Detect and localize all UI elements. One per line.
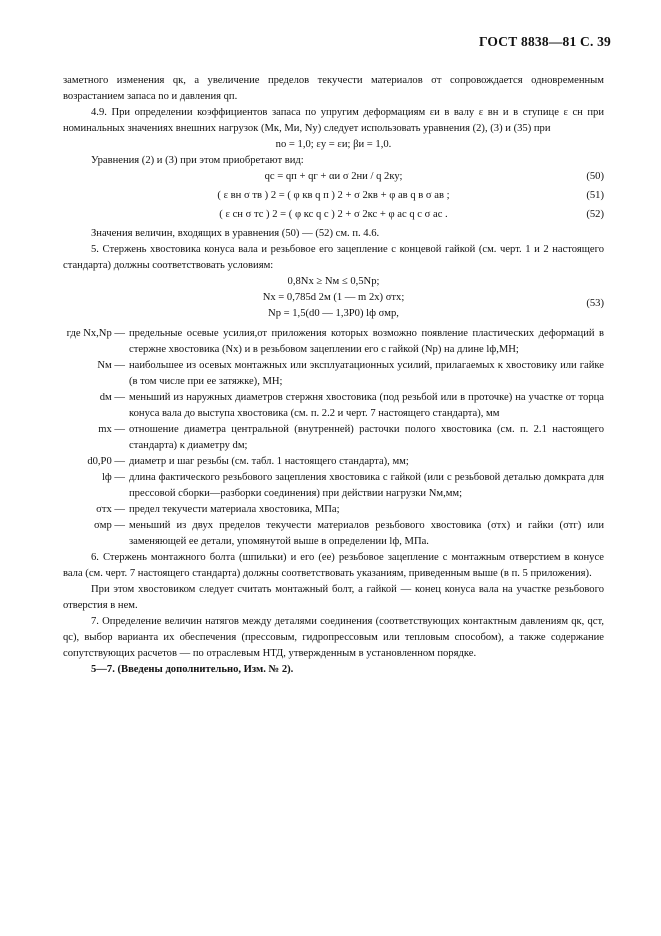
equation-53-block (63, 274, 604, 322)
paragraph-5: 5. Стержень хвостовика конуса вала и резьбовое его зацепление с концевой гайкой (см. черт. 1 и 2 настоящего стандарта) должны соответствовать условиям: (63, 244, 604, 271)
definition-text: меньший из наружных диаметров стержня хвостовика (под резьбой или в проточке) на участке от торца конуса вала до выступа хвостовика (см. п. 2.2 и черт. 7 настоящего стандарта), мм (129, 392, 604, 419)
definition-symbol: σтх — (96, 504, 125, 515)
page-header: ГОСТ 8838—81 С. 39 (478, 34, 611, 49)
equation-53-line-3: Nр = 1,5(d0 — 1,3P0) lф σмр, (268, 308, 399, 319)
equation-53-line-2: Nх = 0,785d 2м (1 — m 2х) σтх; (262, 292, 405, 303)
definition-item (63, 422, 604, 454)
paragraph-equations-intro: Уравнения (2) и (3) при этом приобретают вид: (91, 155, 304, 166)
equation-50-formula: qс = qп + qг + αи σ 2ни / q 2ку; (264, 171, 403, 182)
paragraph-values-reference: Значения величин, входящих в уравнения (50) — (52) см. п. 4.6. (91, 228, 380, 239)
paragraph-6: 6. Стержень монтажного болта (шпильки) и его (ее) резьбовое зацепление с монтажным отверстием в конусе вала (см. черт. 7 настоящего стандарта) должны соответствовать указаниям, приведенным выше (в п. 5 приложения). (63, 552, 604, 579)
definition-item (63, 470, 604, 502)
definition-symbol: dм — (99, 392, 125, 403)
definition-text: меньший из двух пределов текучести материалов резьбового хвостовика (σтх) и гайки (σтг) или заменяющей ее детали, упомянутой выше в определении lф, МПа. (129, 520, 604, 547)
definition-text: наибольшее из осевых монтажных или эксплуатационных усилий, прилагаемых к хвостовику или гайке (в том числе при ее затяжке), МН; (129, 360, 604, 387)
definition-item (63, 518, 604, 550)
paragraph-continuation: заметного изменения qк, а увеличение пределов текучести материалов σт сопровождается одновременным возрастанием запаса nо и давления qп. (63, 75, 604, 102)
definition-symbol: lф — (101, 472, 125, 483)
equation-50 (63, 169, 604, 188)
definition-text: диаметр и шаг резьбы (см. табл. 1 настоящего стандарта), мм; (129, 456, 409, 467)
definition-item (63, 454, 604, 470)
paragraph-4-9: 4.9. При определении коэффициентов запаса по упругим деформациям εи в валу ε вн и в ступице ε сн при номинальных значениях внешних нагрузок (Mк, Mи, Nу) следует использовать уравнения (2), (3) и (35) при (63, 107, 604, 134)
definition-symbol: где Nх,Nр — (66, 328, 125, 339)
paragraph-6-note: При этом хвостовиком следует считать монтажный болт, а гайкой — конец конуса вала на участке резьбового отверстия в нем. (63, 584, 604, 611)
conditions-line: nо = 1,0; εу = εи; βи = 1,0. (275, 139, 392, 150)
definition-text: отношение диаметра центральной (внутренней) расточки полого хвостовика (см. п. 2.1 настоящего стандарта) к диаметру dм; (129, 424, 604, 451)
definition-symbol: d0,P0 — (87, 456, 125, 467)
definition-item (63, 502, 604, 518)
equation-51-number: (51) (586, 190, 604, 201)
definition-text: предельные осевые усилия,от приложения которых возможно появление пластических деформаций в стержне хвостовика (Nх) и в резьбовом зацеплении его с гайкой (Nр) на длине lф,МН; (129, 328, 604, 355)
definition-item (63, 358, 604, 390)
definition-symbol: Nм — (97, 360, 125, 371)
definitions-list (63, 326, 604, 550)
equation-53-line-1: 0,8Nх ≥ Nм ≤ 0,5Nр; (287, 276, 380, 287)
equation-52-formula: ( ε сн σ тс ) 2 = ( φ кс q с ) 2 + σ 2кс + φ ас q с σ ас . (219, 209, 448, 220)
definition-item (63, 390, 604, 422)
equation-53-number: (53) (586, 298, 604, 309)
equation-52 (63, 207, 604, 226)
document-body (63, 73, 604, 678)
equation-51 (63, 188, 604, 207)
definition-text: длина фактического резьбового зацепления хвостовика с гайкой (или с резьбовой деталью домкрата для прессовой сборки—разборки соединения) при действии нагрузки Nм,мм; (129, 472, 604, 499)
definition-symbol: mх — (98, 424, 125, 435)
amendment-note: 5—7. (Введены дополнительно, Изм. № 2). (91, 664, 294, 675)
definition-symbol: σмр — (94, 520, 125, 531)
equation-51-formula: ( ε вн σ тв ) 2 = ( φ кв q п ) 2 + σ 2кв + φ ав q в σ ав ; (217, 190, 450, 201)
paragraph-7: 7. Определение величин натягов между деталями соединения (соответствующих контактным давлениям qк, qст, qс), выбор варианта их обеспечения (прессовым, гидропрессовым или тепловым способом), а также содержание сопутствующих расчетов — по отраслевым НТД, утвержденным в установленном порядке. (63, 616, 604, 659)
equation-50-number: (50) (586, 171, 604, 182)
equation-52-number: (52) (586, 209, 604, 220)
definition-item (63, 326, 604, 358)
definition-text: предел текучести материала хвостовика, МПа; (129, 504, 340, 515)
